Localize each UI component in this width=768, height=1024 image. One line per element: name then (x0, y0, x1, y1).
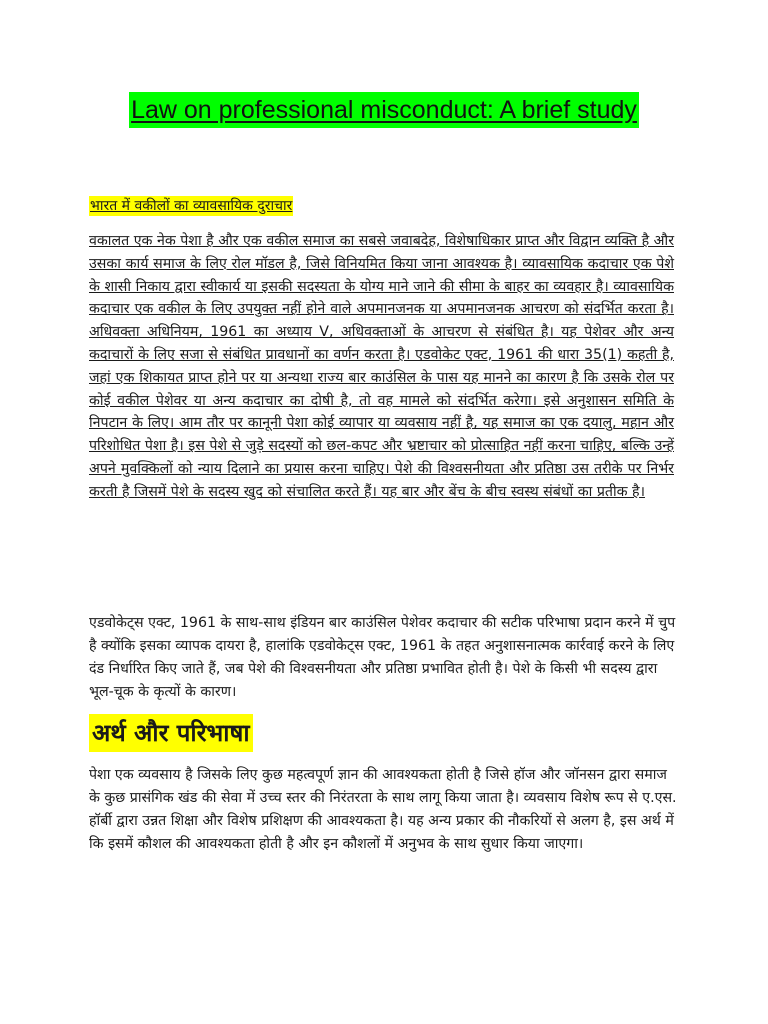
paragraph-meaning: पेशा एक व्यवसाय है जिसके लिए कुछ महत्वपूर्ण ज्ञान की आवश्यकता होती है जिसे हॉज और जॉनसन द्वारा समाज के कुछ प्रासंगिक खंड की सेवा में उच्च स्तर की निरंतरता के साथ लागू किया जाता है। व्यवसाय विशेष रूप से ए.एस. हॉर्बी द्वारा उन्नत शिक्षा और विशेष प्रशिक्षण की आवश्यकता है। यह अन्य प्रकार की नौकरियों से अलग है, इस अर्थ में कि इसमें कौशल की आवश्यकता होती है और इन कौशलों में अनुभव के साथ सुधार किया जाएगा। (89, 767, 677, 852)
section-heading-meaning: अर्थ और परिभाषा (89, 714, 253, 752)
section-subheading: भारत में वकीलों का व्यावसायिक दुराचार (90, 198, 293, 214)
title-container (0, 92, 768, 128)
paragraph-intro: वकालत एक नेक पेशा है और एक वकील समाज का सबसे जवाबदेह, विशेषाधिकार प्राप्त और विद्वान व्यक्ति है और उसका कार्य समाज के लिए रोल मॉडल है, जिसे विनियमित किया जाना आवश्यक है। व्यावसायिक कदाचार एक पेशे के शासी निकाय द्वारा स्वीकार्य या इसकी सदस्यता के योग्य माने जाने की सीमा के बाहर का व्यवहार है। व्यावसायिक कदाचार एक वकील के लिए उपयुक्त नहीं होने वाले अपमानजनक या अपमानजनक आचरण को संदर्भित करता है। अधिवक्ता अधिनियम, 1961 का अध्याय V, अधिवक्ताओं के आचरण से संबंधित है। यह पेशेवर और अन्य कदाचारों के लिए सजा से संबंधित प्रावधानों का वर्णन करता है। एडवोकेट एक्ट, 1961 की धारा 35(1) कहती है, जहां एक शिकायत प्राप्त होने पर या अन्यथा राज्य बार काउंसिल के पास यह मानने का कारण है कि उसके रोल पर कोई वकील पेशेवर या अन्य कदाचार का दोषी है, तो वह मामले को संदर्भित करेगा। इसे अनुशासन समिति के निपटान के लिए। आम तौर पर कानूनी पेशा कोई व्यापार या व्यवसाय नहीं है, यह समाज का एक दयालु, महान और परिशोधित पेशा है। इस पेशे से जुड़े सदस्यों को छल-कपट और भ्रष्टाचार को प्रोत्साहित नहीं करना चाहिए, बल्कि उन्हें अपने मुवक्किलों को न्याय दिलाने का प्रयास करना चाहिए। पेशे की विश्वसनीयता और प्रतिष्ठा उस तरीके पर निर्भर करती है जिसमें पेशे के सदस्य खुद को संचालित करते हैं। यह बार और बेंच के बीच स्वस्थ संबंधों का प्रतीक है। (89, 233, 674, 500)
document-title: Law on professional misconduct: A brief study (129, 92, 639, 128)
paragraph-definition-gap: एडवोकेट्स एक्ट, 1961 के साथ-साथ इंडियन बार काउंसिल पेशेवर कदाचार की सटीक परिभाषा प्रदान करने में चुप है क्योंकि इसका व्यापक दायरा है, हालांकि एडवोकेट्स एक्ट, 1961 के तहत अनुशासनात्मक कार्रवाई करने के लिए दंड निर्धारित किए जाते हैं, जब पेशे की विश्वसनीयता और प्रतिष्ठा प्रभावित होती है। पेशे के किसी भी सदस्य द्वारा भूल-चूक के कृत्यों के कारण। (89, 615, 676, 700)
